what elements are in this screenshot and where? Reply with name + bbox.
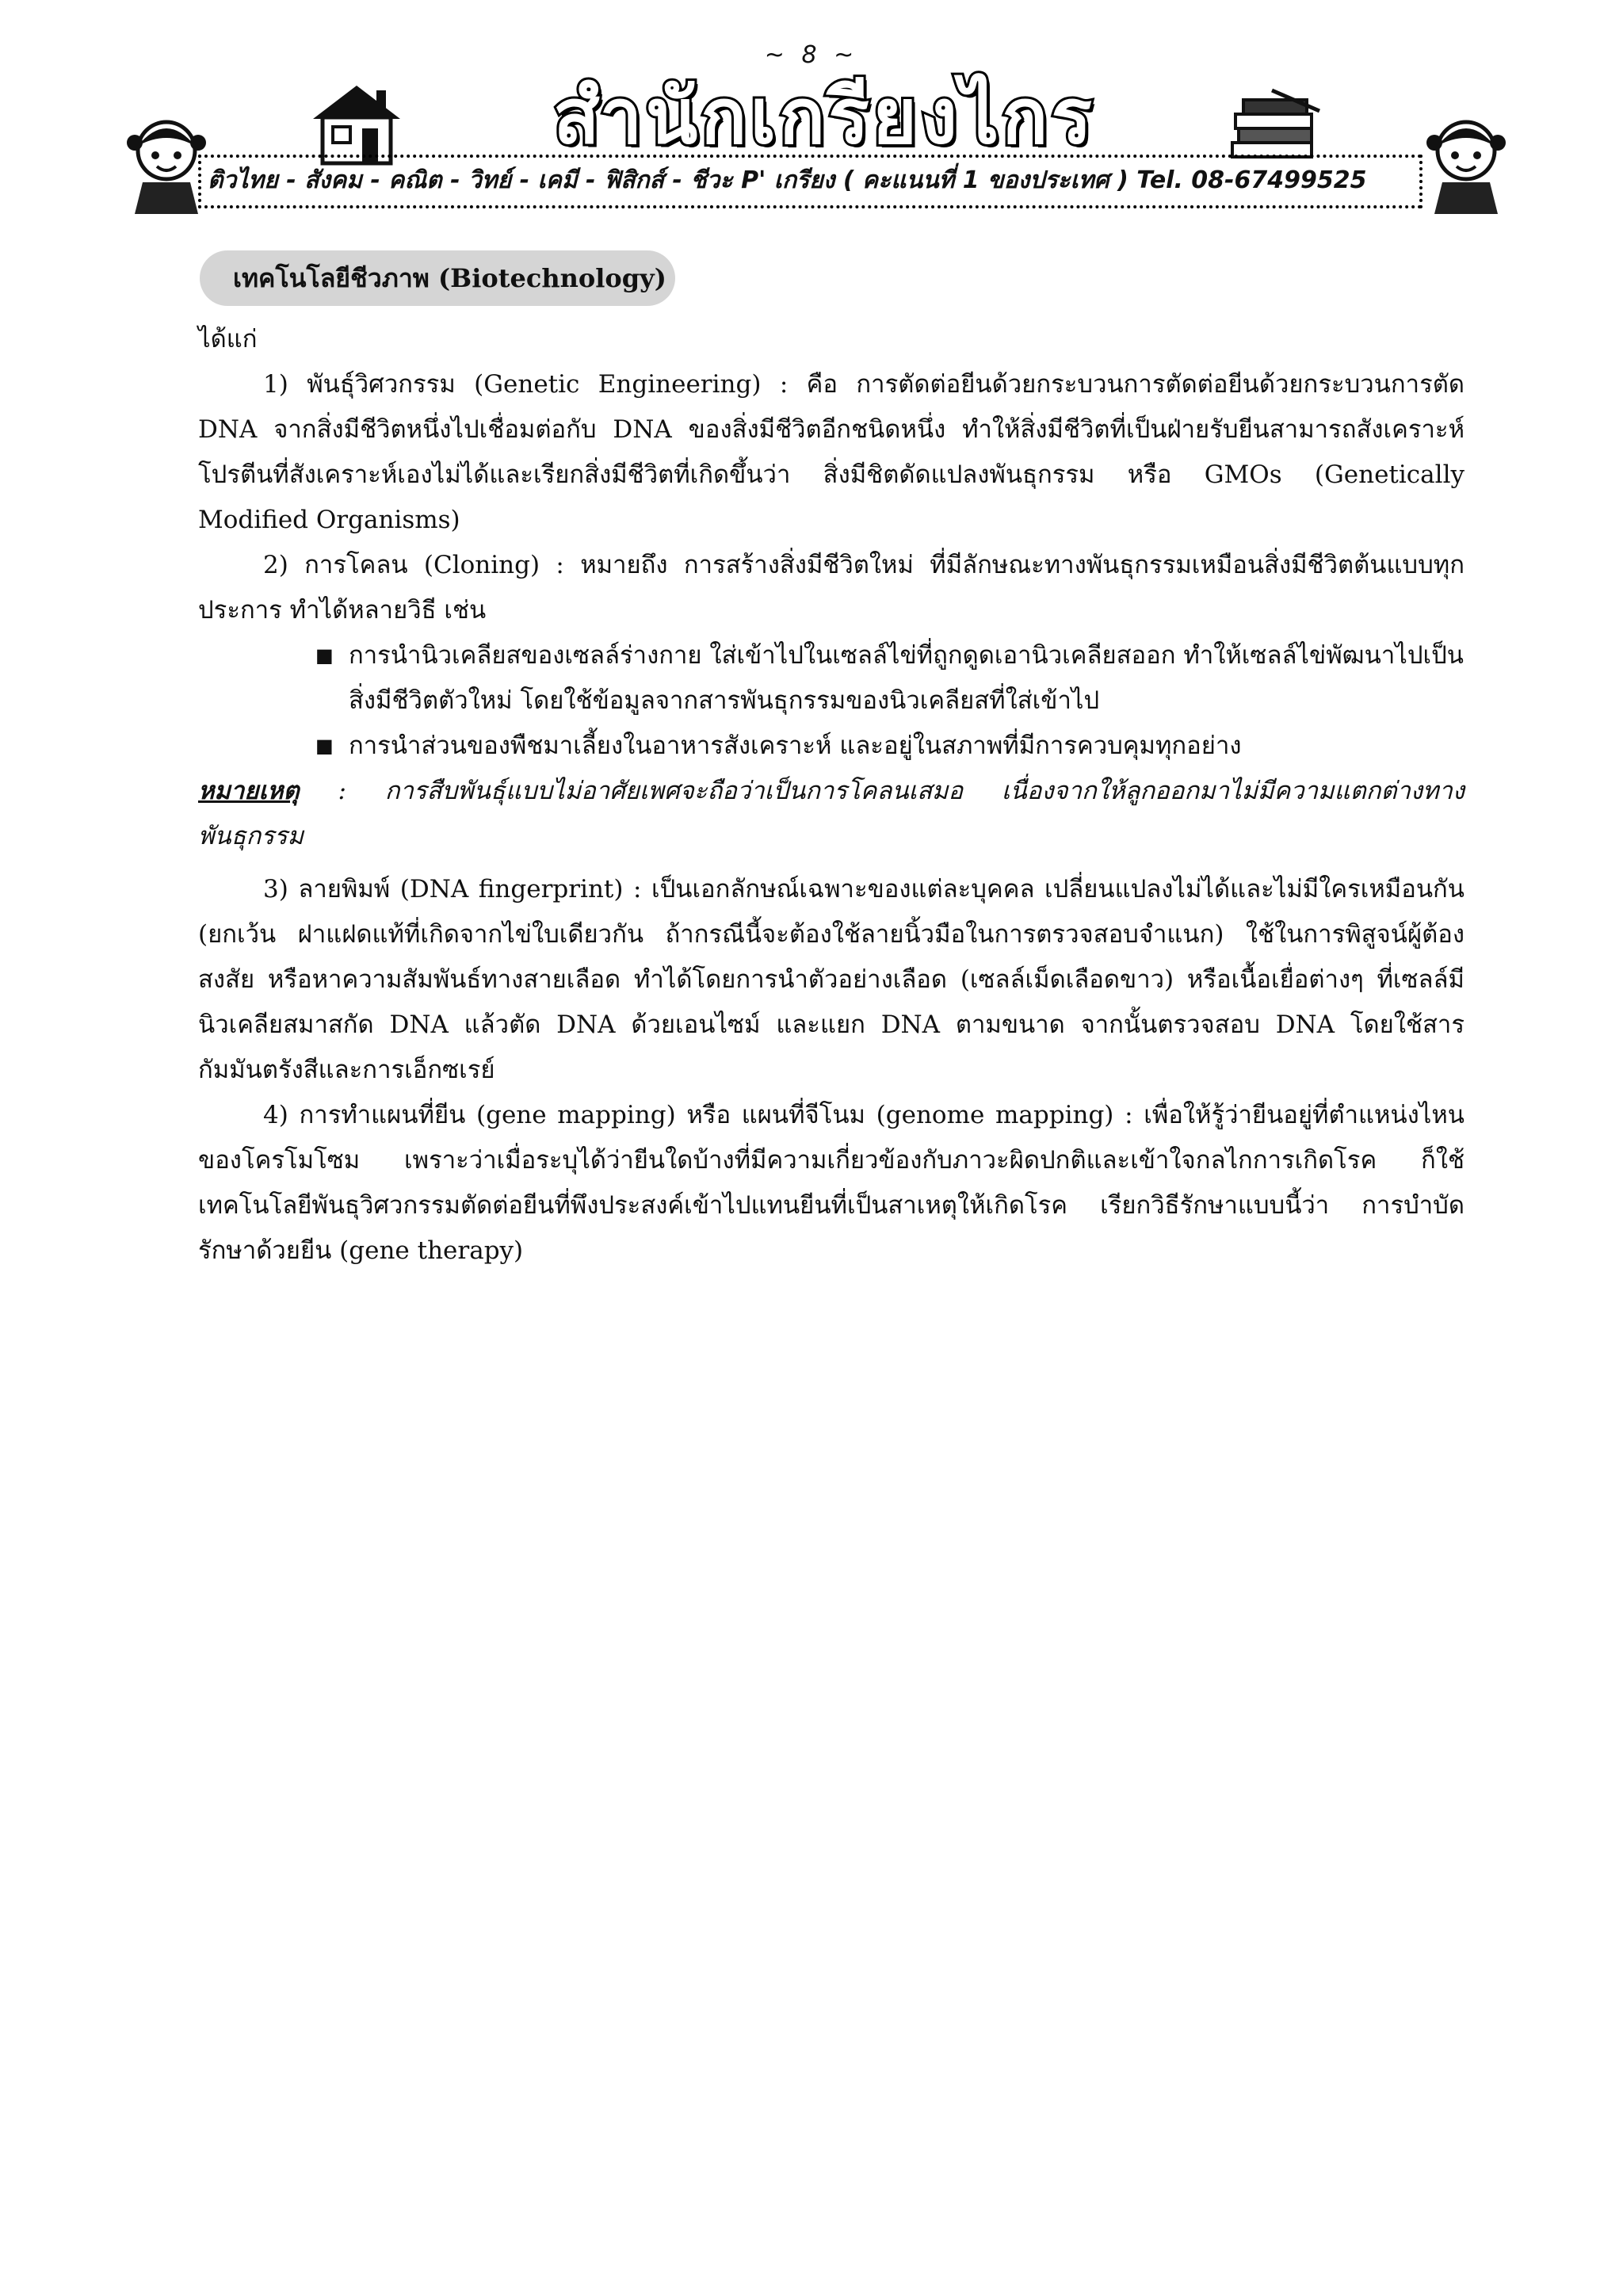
note (198, 769, 1465, 859)
item-dna-fingerprint: 3) ลายพิมพ์ (DNA fingerprint) : เป็นเอกลักษณ์เฉพาะของแต่ละบุคคล เปลี่ยนแปลงไม่ได้และไม่มีใครเหมือนกัน (ยกเว้น ฝาแฝดแท้ที่เกิดจากไข่ใบเดียวกัน ถ้ากรณีนี้จะต้องใช้ลายนิ้วมือในการตรวจสอบจำแนก) ใช้ในการพิสูจน์ผู้ต้องสงสัย หรือหาความสัมพันธ์ทางสายเลือด ทำได้โดยการนำตัวอย่างเลือด (เซลล์เม็ดเลือดขาว) หรือเนื้อเยื่อต่างๆ ที่เซลล์มีนิวเคลียสมาสกัด DNA แล้วตัด DNA ด้วยเอนไซม์ และแยก DNA ตามขนาด จากนั้นตรวจสอบ DNA โดยใช้สารกัมมันตรังสีและการเอ็กซเรย์ (198, 875, 1465, 1084)
subject-line: ติวไทย - สังคม - คณิต - วิทย์ - เคมี - ฟิสิกส์ - ชีวะ P' เกรียง ( คะแนนที่ 1 ของประเทศ ) Tel. 08-67499525 (208, 166, 1367, 194)
section-title: เทคโนโลยีชีวภาพ (Biotechnology) (200, 250, 675, 306)
bullet-icon: ■ (315, 644, 334, 667)
intro-text: ได้แก่ (198, 325, 258, 353)
note-text: : การสืบพันธุ์แบบไม่อาศัยเพศจะถือว่าเป็นการโคลนเสมอ เนื่องจากให้ลูกออกมาไม่มีความแตกต่างทางพันธุกรรม (198, 777, 1465, 850)
item-cloning: 2) การโคลน (Cloning) : หมายถึง การสร้างสิ่งมีชีวิตใหม่ ที่มีลักษณะทางพันธุกรรมเหมือนสิ่งมีชีวิตต้นแบบทุกประการ ทำได้หลายวิธี เช่น (198, 551, 1465, 625)
cloning-methods-list (198, 633, 1465, 769)
item-genetic-engineering: 1) พันธุ์วิศวกรรม (Genetic Engineering) : คือ การตัดต่อยีนด้วยกระบวนการตัดต่อยีนด้วยกระบวนการตัด DNA จากสิ่งมีชีวิตหนึ่งไปเชื่อมต่อกับ DNA ของสิ่งมีชีวิตอีกชนิดหนึ่ง ทำให้สิ่งมีชีวิตที่เป็นฝ่ายรับยีนสามารถสังเคราะห์โปรตีนที่สังเคราะห์เองไม่ได้และเรียกสิ่งมีชีวิตที่เกิดขึ้นว่า สิ่งมีชิตดัดแปลงพันธุกรรม หรือ GMOs (Genetically Modified Organisms) (198, 370, 1465, 534)
item-gene-mapping: 4) การทำแผนที่ยีน (gene mapping) หรือ แผนที่จีโนม (genome mapping) : เพื่อให้รู้ว่ายีนอยู่ที่ตำแหน่งไหนของโครโมโซม เพราะว่าเมื่อระบุได้ว่ายีนใดบ้างที่มีความเกี่ยวข้องกับภาวะผิดปกติและเข้าใจกลไกการเกิดโรค ก็ใช้เทคโนโลยีพันธุวิศวกรรมตัดต่อยีนที่พึงประสงค์เข้าไปแทนยีนที่เป็นสาเหตุให้เกิดโรค เรียกวิธีรักษาแบบนี้ว่า การบำบัดรักษาด้วยยีน (gene therapy) (198, 1101, 1465, 1265)
document-body (198, 317, 1465, 1274)
list-item: ■ การนำส่วนของพืชมาเลี้ยงในอาหารสังเคราะห์ และอยู่ในสภาพที่มีการควบคุมทุกอย่าง (198, 724, 1465, 769)
list-item: ■ การนำนิวเคลียสของเซลล์ร่างกาย ใส่เข้าไปในเซลล์ไข่ที่ถูกดูดเอานิวเคลียสออก ทำให้เซลล์ไข่พัฒนาไปเป็นสิ่งมีชีวิตตัวใหม่ โดยใช้ข้อมูลจากสารพันธุกรรมของนิวเคลียสที่ใส่เข้าไป (198, 633, 1465, 724)
house-icon (305, 79, 408, 166)
banner-title: สำนักเกรียงไกร (553, 72, 1095, 161)
mascot-icon (1419, 111, 1514, 222)
page-number: ~ 8 ~ (764, 41, 859, 69)
bullet-icon: ■ (315, 735, 334, 757)
note-label: หมายเหตุ (198, 777, 300, 805)
